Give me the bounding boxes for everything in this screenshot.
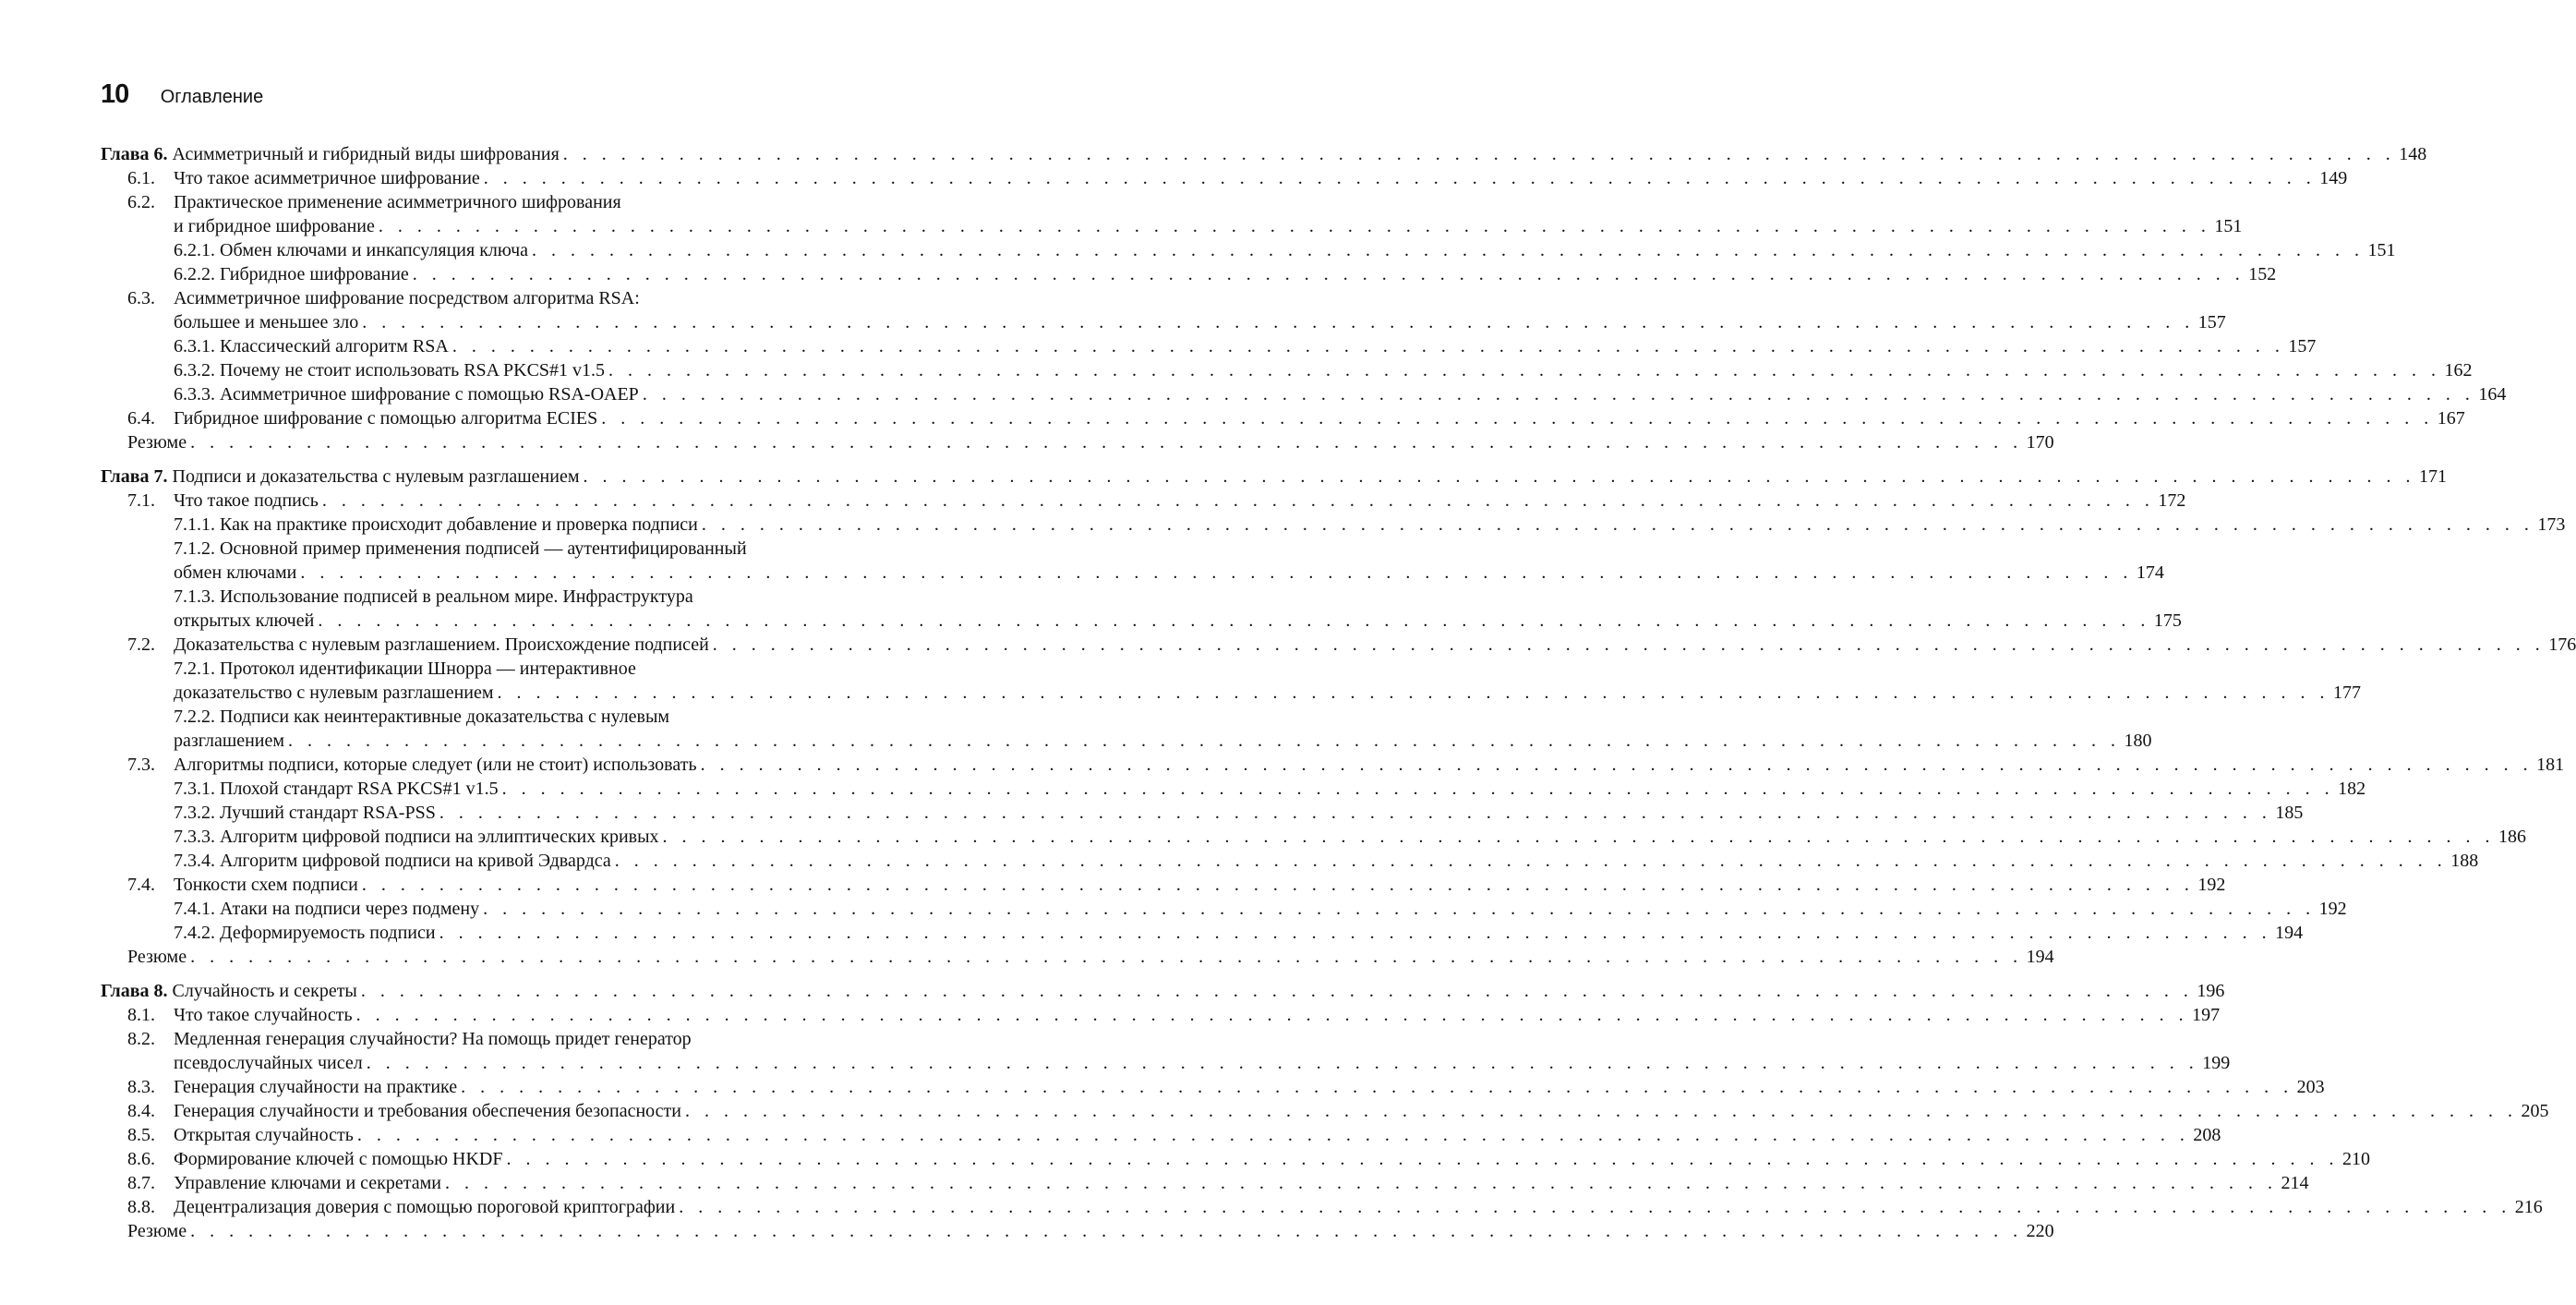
page-ref: 182 (2338, 779, 2366, 799)
running-head-title: Оглавление (160, 87, 264, 107)
entry-text: открытых ключей (174, 610, 315, 631)
dot-leader: . . . . . . . . . . . . . . . . . . . . . . . . . . . . . . . . . . . . . . . . . . . . . . . . . . . . . . . . . . . . . . . . . . . . . . . . . . . . . . . . . . . . . . . . . . . . . . . (321, 490, 2155, 511)
chapter-block (101, 142, 2507, 454)
entry-title (174, 334, 449, 358)
toc-entry (101, 873, 2226, 897)
page-number: 10 (101, 79, 129, 109)
dot-leader: . . . . . . . . . . . . . . . . . . . . . . . . . . . . . . . . . . . . . . . . . . . . . . . . . . . . . . . . . . . . . . . . . . . . . . . . . . . . . . . . . . . . . . . . . . . . . . . (445, 1173, 2278, 1193)
dot-leader: . . . . . . . . . . . . . . . . . . . . . . . . . . . . . . . . . . . . . . . . . . . . . . . . . . . . . . . . . . . . . . . . . . . . . . . . . . . . . . . . . . . . . . . . . . . . . . . (360, 981, 2194, 1001)
entry-title (174, 489, 319, 513)
table-of-contents (101, 142, 2576, 1253)
page-ref: 170 (2026, 432, 2054, 453)
page-ref: 171 (2419, 466, 2447, 487)
section-number: 6.2. (127, 192, 155, 212)
page-ref: 162 (2444, 360, 2473, 381)
entry-text: псевдослучайных чисел (174, 1053, 363, 1073)
entry-text: Практическое применение асимметричного шифрования (174, 192, 621, 212)
section-number: 8.3. (127, 1077, 155, 1097)
toc-entry (101, 897, 2347, 921)
toc-entry (101, 238, 2396, 262)
page-ref: 192 (2318, 899, 2347, 919)
dot-leader: . . . . . . . . . . . . . . . . . . . . . . . . . . . . . . . . . . . . . . . . . . . . . . . . . . . . . . . . . . . . . . . . . . . . . . . . . . . . . . . . . . . . . . . . . . . . . . . (483, 899, 2316, 919)
section-number: 8.4. (127, 1101, 155, 1121)
entry-title (174, 238, 528, 262)
entry-title (174, 777, 499, 801)
entry-title (174, 1123, 354, 1147)
section-number: 8.8. (127, 1197, 155, 1217)
dot-leader: . . . . . . . . . . . . . . . . . . . . . . . . . . . . . . . . . . . . . . . . . . . . . . . . . . . . . . . . . . . . . . . . . . . . . . . . . . . . . . . . . . . . . . . . . . . . . . . (506, 1149, 2339, 1169)
toc-entry (101, 729, 2152, 753)
section-number: 6.3. (127, 288, 155, 308)
toc-entry (101, 1195, 2543, 1219)
page-ref: 152 (2248, 264, 2277, 284)
entry-text: 7.3.4. Алгоритм цифровой подписи на кривой Эдвардса (174, 851, 611, 871)
toc-entry (101, 921, 2304, 945)
entry-title (174, 382, 639, 406)
entry-line (101, 585, 823, 609)
toc-entry (101, 406, 2465, 430)
section-number: 8.2. (127, 1029, 155, 1049)
entry-title (174, 897, 479, 921)
toc-entry (101, 1051, 2231, 1075)
entry-title (174, 1003, 353, 1027)
dot-leader: . . . . . . . . . . . . . . . . . . . . . . . . . . . . . . . . . . . . . . . . . . . . . . . . . . . . . . . . . . . . . . . . . . . . . . . . . . . . . . . . . . . . . . . . . . . . . . . (361, 875, 2195, 895)
page-ref: 216 (2514, 1197, 2543, 1217)
page-ref: 164 (2478, 384, 2507, 405)
toc-entry (101, 1171, 2309, 1195)
entry-title (101, 465, 580, 489)
entry-title (127, 945, 187, 969)
page-ref: 149 (2319, 168, 2348, 188)
toc-entry (101, 1075, 2325, 1099)
entry-title (174, 214, 375, 238)
dot-leader: . . . . . . . . . . . . . . . . . . . . . . . . . . . . . . . . . . . . . . . . . . . . . . . . . . . . . . . . . . . . . . . . . . . . . . . . . . . . . . . . . . . . . . . . . . . . . . . (497, 683, 2330, 703)
summary-row (101, 430, 2054, 454)
dot-leader: . . . . . . . . . . . . . . . . . . . . . . . . . . . . . . . . . . . . . . . . . . . . . . . . . . . . . . . . . . . . . . . . . . . . . . . . . . . . . . . . . . . . . . . . . . . . . . . (300, 562, 2133, 583)
toc-entry (101, 513, 2566, 537)
chapter-label: Глава 6. (101, 144, 168, 164)
dot-leader: . . . . . . . . . . . . . . . . . . . . . . . . . . . . . . . . . . . . . . . . . . . . . . . . . . . . . . . . . . . . . . . . . . . . . . . . . . . . . . . . . . . . . . . . . . . . . . . (461, 1077, 2293, 1097)
entry-title (174, 561, 296, 585)
page-ref: 214 (2281, 1173, 2309, 1193)
page-ref: 181 (2536, 755, 2565, 775)
dot-leader: . . . . . . . . . . . . . . . . . . . . . . . . . . . . . . . . . . . . . . . . . . . . . . . . . . . . . . . . . . . . . . . . . . . . . . . . . . . . . . . . . . . . . . . . . . . . . . . (501, 779, 2335, 799)
toc-entry (101, 1003, 2221, 1027)
chapter-label: Глава 8. (101, 981, 168, 1001)
entry-title (174, 681, 494, 705)
page-ref: 167 (2437, 408, 2465, 429)
dot-leader: . . . . . . . . . . . . . . . . . . . . . . . . . . . . . . . . . . . . . . . . . . . . . . . . . . . . . . . . . . . . . . . . . . . . . . . . . . . . . . . . . . . . . . . . . . . . . . . (412, 264, 2245, 284)
toc-entry (101, 753, 2565, 777)
page-ref: 186 (2498, 827, 2527, 847)
toc-entry (101, 382, 2507, 406)
toc-entry (101, 166, 2348, 190)
entry-title (174, 825, 659, 849)
entry-text: Резюме (127, 1221, 187, 1241)
page-ref: 172 (2158, 490, 2186, 511)
dot-leader: . . . . . . . . . . . . . . . . . . . . . . . . . . . . . . . . . . . . . . . . . . . . . . . . . . . . . . . . . . . . . . . . . . . . . . . . . . . . . . . . . . . . . . . . . . . . . . . (562, 144, 2396, 164)
dot-leader: . . . . . . . . . . . . . . . . . . . . . . . . . . . . . . . . . . . . . . . . . . . . . . . . . . . . . . . . . . . . . . . . . . . . . . . . . . . . . . . . . . . . . . . . . . . . . . . (451, 336, 2285, 356)
dot-leader: . . . . . . . . . . . . . . . . . . . . . . . . . . . . . . . . . . . . . . . . . . . . . . . . . . . . . . . . . . . . . . . . . . . . . . . . . . . . . . . . . . . . . . . . . . . . . . . (608, 360, 2441, 381)
toc-entry (101, 825, 2527, 849)
toc-entry (101, 849, 2479, 873)
toc-entry (101, 214, 2243, 238)
page-ref: 174 (2136, 562, 2164, 583)
entry-title (174, 1051, 363, 1075)
toc-entry (101, 262, 2277, 286)
entry-text: обмен ключами (174, 562, 297, 583)
entry-title (174, 1171, 441, 1195)
page-ref: 180 (2124, 731, 2152, 751)
page-ref: 192 (2197, 875, 2226, 895)
page-ref: 205 (2521, 1101, 2549, 1121)
page-ref: 208 (2193, 1125, 2221, 1145)
entry-title (101, 979, 357, 1003)
entry-text: Алгоритмы подписи, которые следует (или не стоит) использовать (174, 755, 697, 775)
dot-leader: . . . . . . . . . . . . . . . . . . . . . . . . . . . . . . . . . . . . . . . . . . . . . . . . . . . . . . . . . . . . . . . . . . . . . . . . . . . . . . . . . . . . . . . . . . . . . . . (288, 731, 2121, 751)
entry-title (174, 633, 709, 657)
page-ref: 176 (2548, 634, 2576, 655)
entry-title (174, 849, 611, 873)
entry-text: 7.3.3. Алгоритм цифровой подписи на эллиптических кривых (174, 827, 659, 847)
entry-text: 7.1.3. Использование подписей в реальном мире. Инфраструктура (174, 586, 693, 607)
dot-leader: . . . . . . . . . . . . . . . . . . . . . . . . . . . . . . . . . . . . . . . . . . . . . . . . . . . . . . . . . . . . . . . . . . . . . . . . . . . . . . . . . . . . . . . . . . . . . . . (583, 466, 2415, 487)
dot-leader: . . . . . . . . . . . . . . . . . . . . . . . . . . . . . . . . . . . . . . . . . . . . . . . . . . . . . . . . . . . . . . . . . . . . . . . . . . . . . . . . . . . . . . . . . . . . . . . (614, 851, 2448, 871)
chapter-title: Случайность и секреты (172, 981, 357, 1001)
toc-entry (101, 489, 2186, 513)
entry-text: Открытая случайность (174, 1125, 354, 1145)
entry-title (174, 166, 480, 190)
entry-line (101, 657, 823, 681)
entry-text: Генерация случайности и требования обеспечения безопасности (174, 1101, 681, 1121)
entry-text: 7.1.1. Как на практике происходит добавление и проверка подписи (174, 514, 698, 535)
dot-leader: . . . . . . . . . . . . . . . . . . . . . . . . . . . . . . . . . . . . . . . . . . . . . . . . . . . . . . . . . . . . . . . . . . . . . . . . . . . . . . . . . . . . . . . . . . . . . . . (712, 634, 2546, 655)
entry-title (127, 430, 187, 454)
page-ref: 210 (2341, 1149, 2370, 1169)
entry-title (101, 142, 560, 166)
entry-title (174, 609, 314, 633)
page-ref: 194 (2275, 923, 2304, 943)
section-number: 8.5. (127, 1125, 155, 1145)
entry-text: 7.2.2. Подписи как неинтерактивные доказательства с нулевым (174, 707, 670, 727)
page-ref: 151 (2367, 240, 2396, 260)
section-number: 8.7. (127, 1173, 155, 1193)
dot-leader: . . . . . . . . . . . . . . . . . . . . . . . . . . . . . . . . . . . . . . . . . . . . . . . . . . . . . . . . . . . . . . . . . . . . . . . . . . . . . . . . . . . . . . . . . . . . . . . (642, 384, 2475, 405)
page-ref: 175 (2153, 610, 2182, 631)
entry-title (174, 1075, 457, 1099)
entry-text: 7.3.1. Плохой стандарт RSA PKCS#1 v1.5 (174, 779, 499, 799)
dot-leader: . . . . . . . . . . . . . . . . . . . . . . . . . . . . . . . . . . . . . . . . . . . . . . . . . . . . . . . . . . . . . . . . . . . . . . . . . . . . . . . . . . . . . . . . . . . . . . . (366, 1053, 2199, 1073)
page-ref: 194 (2026, 947, 2054, 967)
entry-text: 7.3.2. Лучший стандарт RSA-PSS (174, 803, 436, 823)
toc-entry (101, 358, 2473, 382)
chapter-row (101, 979, 2225, 1003)
page-ref: 177 (2333, 683, 2362, 703)
section-number: 6.1. (127, 168, 155, 188)
running-head (101, 79, 263, 110)
toc-entry (101, 334, 2317, 358)
page-ref: 199 (2202, 1053, 2231, 1073)
toc-entry (101, 561, 2164, 585)
entry-text: Асимметричное шифрование посредством алгоритма RSA: (174, 288, 640, 308)
entry-text: 6.3.3. Асимметричное шифрование с помощью RSA-OAEP (174, 384, 639, 405)
dot-leader: . . . . . . . . . . . . . . . . . . . . . . . . . . . . . . . . . . . . . . . . . . . . . . . . . . . . . . . . . . . . . . . . . . . . . . . . . . . . . . . . . . . . . . . . . . . . . . . (700, 755, 2534, 775)
entry-title (174, 1099, 681, 1123)
entry-text: Медленная генерация случайности? На помощь придет генератор (174, 1029, 692, 1049)
entry-text: 7.4.2. Деформируемость подписи (174, 923, 436, 943)
chapter-row (101, 465, 2447, 489)
toc-entry (101, 777, 2366, 801)
chapter-title: Асимметричный и гибридный виды шифрования (172, 144, 560, 164)
chapter-block (101, 465, 2576, 969)
entry-title (174, 753, 697, 777)
section-number: 7.3. (127, 755, 155, 775)
entry-text: 6.3.2. Почему не стоит использовать RSA PKCS#1 v1.5 (174, 360, 606, 381)
page-ref: 197 (2192, 1005, 2221, 1025)
entry-text: Резюме (127, 432, 187, 453)
section-number: 8.1. (127, 1005, 155, 1025)
entry-title (174, 801, 436, 825)
entry-line (101, 286, 823, 310)
entry-title (174, 921, 436, 945)
page-ref: 203 (2296, 1077, 2325, 1097)
entry-text: Децентрализация доверия с помощью пороговой криптографии (174, 1197, 676, 1217)
toc-entry (101, 1123, 2221, 1147)
summary-row (101, 945, 2054, 969)
section-number: 7.2. (127, 634, 155, 655)
entry-text: Гибридное шифрование с помощью алгоритма ECIES (174, 408, 598, 429)
dot-leader: . . . . . . . . . . . . . . . . . . . . . . . . . . . . . . . . . . . . . . . . . . . . . . . . . . . . . . . . . . . . . . . . . . . . . . . . . . . . . . . . . . . . . . . . . . . . . . . (701, 514, 2534, 535)
entry-line (101, 190, 823, 214)
page-ref: 220 (2026, 1221, 2054, 1241)
entry-line (101, 1027, 823, 1051)
toc-entry (101, 633, 2576, 657)
entry-text: 6.2.1. Обмен ключами и инкапсуляция ключа (174, 240, 529, 260)
entry-text: 7.4.1. Атаки на подписи через подмену (174, 899, 480, 919)
entry-text: 7.2.1. Протокол идентификации Шнорра — интерактивное (174, 659, 636, 679)
dot-leader: . . . . . . . . . . . . . . . . . . . . . . . . . . . . . . . . . . . . . . . . . . . . . . . . . . . . . . . . . . . . . . . . . . . . . . . . . . . . . . . . . . . . . . . . . . . . . . . (362, 312, 2195, 332)
dot-leader: . . . . . . . . . . . . . . . . . . . . . . . . . . . . . . . . . . . . . . . . . . . . . . . . . . . . . . . . . . . . . . . . . . . . . . . . . . . . . . . . . . . . . . . . . . . . . . . (378, 216, 2211, 236)
chapter-row (101, 142, 2427, 166)
page-ref: 148 (2399, 144, 2427, 164)
page-ref: 173 (2537, 514, 2566, 535)
entry-text: доказательство с нулевым разглашением (174, 683, 494, 703)
entry-text: Доказательства с нулевым разглашением. Происхождение подписей (174, 634, 709, 655)
entry-title (174, 358, 605, 382)
dot-leader: . . . . . . . . . . . . . . . . . . . . . . . . . . . . . . . . . . . . . . . . . . . . . . . . . . . . . . . . . . . . . . . . . . . . . . . . . . . . . . . . . . . . . . . . . . . . . . . (190, 432, 2023, 453)
summary-row (101, 1219, 2054, 1243)
entry-text: Формирование ключей с помощью HKDF (174, 1149, 503, 1169)
dot-leader: . . . . . . . . . . . . . . . . . . . . . . . . . . . . . . . . . . . . . . . . . . . . . . . . . . . . . . . . . . . . . . . . . . . . . . . . . . . . . . . . . . . . . . . . . . . . . . . (439, 923, 2272, 943)
page-ref: 185 (2275, 803, 2304, 823)
entry-text: и гибридное шифрование (174, 216, 375, 236)
dot-leader: . . . . . . . . . . . . . . . . . . . . . . . . . . . . . . . . . . . . . . . . . . . . . . . . . . . . . . . . . . . . . . . . . . . . . . . . . . . . . . . . . . . . . . . . . . . . . . . (439, 803, 2272, 823)
entry-title (174, 406, 597, 430)
dot-leader: . . . . . . . . . . . . . . . . . . . . . . . . . . . . . . . . . . . . . . . . . . . . . . . . . . . . . . . . . . . . . . . . . . . . . . . . . . . . . . . . . . . . . . . . . . . . . . . (532, 240, 2365, 260)
page-ref: 151 (2214, 216, 2243, 236)
section-number: 7.1. (127, 490, 155, 511)
chapter-title: Подписи и доказательства с нулевым разглашением (172, 466, 580, 487)
entry-text: Что такое случайность (174, 1005, 353, 1025)
entry-title (174, 513, 698, 537)
page-ref: 157 (2197, 312, 2226, 332)
entry-text: Резюме (127, 947, 187, 967)
toc-entry (101, 310, 2226, 334)
entry-text: 6.2.2. Гибридное шифрование (174, 264, 409, 284)
entry-title (174, 729, 284, 753)
dot-leader: . . . . . . . . . . . . . . . . . . . . . . . . . . . . . . . . . . . . . . . . . . . . . . . . . . . . . . . . . . . . . . . . . . . . . . . . . . . . . . . . . . . . . . . . . . . . . . . (601, 408, 2434, 429)
entry-line (101, 705, 823, 729)
entry-title (174, 1147, 502, 1171)
dot-leader: . . . . . . . . . . . . . . . . . . . . . . . . . . . . . . . . . . . . . . . . . . . . . . . . . . . . . . . . . . . . . . . . . . . . . . . . . . . . . . . . . . . . . . . . . . . . . . . (318, 610, 2150, 631)
dot-leader: . . . . . . . . . . . . . . . . . . . . . . . . . . . . . . . . . . . . . . . . . . . . . . . . . . . . . . . . . . . . . . . . . . . . . . . . . . . . . . . . . . . . . . . . . . . . . . . (684, 1101, 2518, 1121)
dot-leader: . . . . . . . . . . . . . . . . . . . . . . . . . . . . . . . . . . . . . . . . . . . . . . . . . . . . . . . . . . . . . . . . . . . . . . . . . . . . . . . . . . . . . . . . . . . . . . . (356, 1125, 2190, 1145)
entry-title (174, 262, 409, 286)
entry-text: Что такое асимметричное шифрование (174, 168, 480, 188)
section-number: 8.6. (127, 1149, 155, 1169)
section-number: 6.4. (127, 408, 155, 429)
entry-title (174, 873, 358, 897)
entry-text: Что такое подпись (174, 490, 319, 511)
dot-leader: . . . . . . . . . . . . . . . . . . . . . . . . . . . . . . . . . . . . . . . . . . . . . . . . . . . . . . . . . . . . . . . . . . . . . . . . . . . . . . . . . . . . . . . . . . . . . . . (355, 1005, 2189, 1025)
page-ref: 188 (2450, 851, 2479, 871)
dot-leader: . . . . . . . . . . . . . . . . . . . . . . . . . . . . . . . . . . . . . . . . . . . . . . . . . . . . . . . . . . . . . . . . . . . . . . . . . . . . . . . . . . . . . . . . . . . . . . . (483, 168, 2317, 188)
entry-line (101, 537, 823, 561)
dot-leader: . . . . . . . . . . . . . . . . . . . . . . . . . . . . . . . . . . . . . . . . . . . . . . . . . . . . . . . . . . . . . . . . . . . . . . . . . . . . . . . . . . . . . . . . . . . . . . . (662, 827, 2496, 847)
entry-title (174, 310, 358, 334)
entry-text: Управление ключами и секретами (174, 1173, 441, 1193)
toc-entry (101, 681, 2362, 705)
chapter-label: Глава 7. (101, 466, 168, 487)
entry-text: разглашением (174, 731, 285, 751)
dot-leader: . . . . . . . . . . . . . . . . . . . . . . . . . . . . . . . . . . . . . . . . . . . . . . . . . . . . . . . . . . . . . . . . . . . . . . . . . . . . . . . . . . . . . . . . . . . . . . . (679, 1197, 2511, 1217)
entry-text: Генерация случайности на практике (174, 1077, 458, 1097)
page-ref: 196 (2197, 981, 2225, 1001)
toc-entry (101, 609, 2182, 633)
entry-text: 6.3.1. Классический алгоритм RSA (174, 336, 449, 356)
page-ref: 157 (2288, 336, 2317, 356)
toc-entry (101, 1099, 2549, 1123)
entry-text: большее и меньшее зло (174, 312, 359, 332)
entry-title (174, 1195, 675, 1219)
section-number: 7.4. (127, 875, 155, 895)
toc-entry (101, 1147, 2370, 1171)
chapter-block (101, 979, 2549, 1243)
entry-text: 7.1.2. Основной пример применения подписей — аутентифицированный (174, 538, 747, 559)
entry-title (127, 1219, 187, 1243)
dot-leader: . . . . . . . . . . . . . . . . . . . . . . . . . . . . . . . . . . . . . . . . . . . . . . . . . . . . . . . . . . . . . . . . . . . . . . . . . . . . . . . . . . . . . . . . . . . . . . . (190, 947, 2023, 967)
dot-leader: . . . . . . . . . . . . . . . . . . . . . . . . . . . . . . . . . . . . . . . . . . . . . . . . . . . . . . . . . . . . . . . . . . . . . . . . . . . . . . . . . . . . . . . . . . . . . . . (190, 1221, 2023, 1241)
toc-entry (101, 801, 2304, 825)
entry-text: Тонкости схем подписи (174, 875, 358, 895)
